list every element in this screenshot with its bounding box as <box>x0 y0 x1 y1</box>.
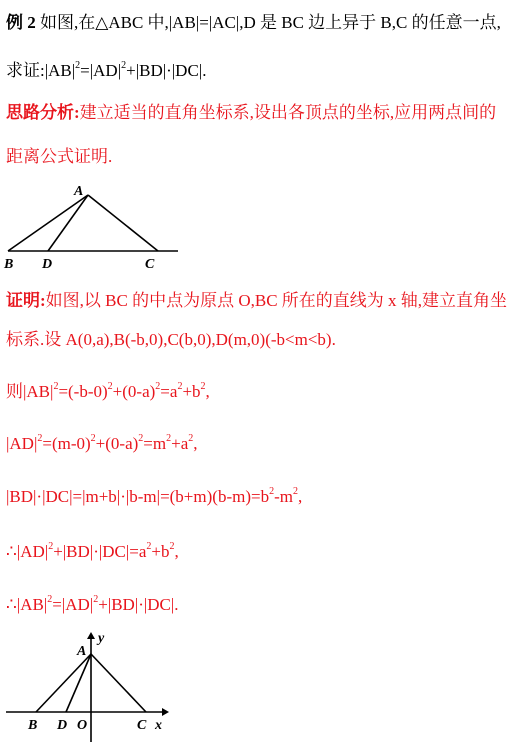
superscript: 2 <box>107 381 113 392</box>
superscript: 2 <box>177 381 183 392</box>
eq1-part: , <box>205 382 210 401</box>
eq1-part: 则|AB| <box>6 382 54 401</box>
triangle-figure <box>0 180 200 272</box>
eq2-part: =m <box>143 434 167 453</box>
label-a: A <box>77 644 87 659</box>
proof-label: 证明: <box>6 291 46 310</box>
eq1-part: +(0-a) <box>112 382 156 401</box>
problem-text-1: 如图,在△ABC 中,|AB|=|AC|,D 是 BC 边上异于 B,C 的任意一点, <box>35 13 501 32</box>
eq4-part: ∴|AD| <box>6 542 49 561</box>
equation-4 <box>6 541 179 566</box>
proof-line-2: 标系.设 A(0,a),B(-b,0),C(b,0),D(m,0)(-b<m<b). <box>6 330 336 349</box>
eq3-part: , <box>297 487 303 506</box>
eq4-part: , <box>174 542 179 561</box>
superscript: 2 <box>75 60 81 71</box>
equation-3 <box>6 486 302 511</box>
eq2-part: =(m-0) <box>42 434 91 453</box>
coordinate-figure <box>0 630 200 748</box>
superscript: 2 <box>90 433 96 444</box>
superscript: 2 <box>48 541 54 552</box>
label-y: y <box>98 631 105 646</box>
eq5-part: =|AD| <box>52 595 94 614</box>
eq4-part: +b <box>151 542 170 561</box>
segment-ac <box>88 195 158 251</box>
analysis-text-1: 建立适当的直角坐标系,设出各顶点的坐标,应用两点间的 <box>79 103 497 122</box>
segment-ad <box>66 654 91 712</box>
problem-text-2b: =|AD| <box>80 61 122 80</box>
segment-ab <box>8 195 88 251</box>
eq1-part: +b <box>182 382 201 401</box>
problem-label: 例 2 <box>6 13 36 32</box>
superscript: 2 <box>166 433 172 444</box>
superscript: 2 <box>146 541 152 552</box>
problem-text-2a: 求证:|AB| <box>6 61 76 80</box>
segment-ac <box>91 654 146 712</box>
problem-line-1 <box>6 12 501 34</box>
proof-text-1: 如图,以 BC 的中点为原点 O,BC 所在的直线为 x 轴,建立直角坐 <box>45 291 508 310</box>
superscript: 2 <box>121 60 127 71</box>
analysis-label: 思路分析: <box>6 103 80 122</box>
equation-2 <box>6 433 198 458</box>
analysis-line-1 <box>6 102 496 124</box>
segment-ad <box>48 195 88 251</box>
label-d: D <box>42 257 53 272</box>
x-axis-arrow-icon <box>162 708 169 716</box>
label-x: x <box>155 718 162 733</box>
superscript: 2 <box>37 433 43 444</box>
superscript: 2 <box>200 381 206 392</box>
superscript: 2 <box>155 381 161 392</box>
superscript: 2 <box>269 486 275 497</box>
analysis-line-2: 距离公式证明. <box>6 147 113 166</box>
eq1-part: =a <box>160 382 178 401</box>
eq5-part: ∴|AB| <box>6 595 48 614</box>
eq2-part: |AD| <box>6 434 38 453</box>
eq1-part: =(-b-0) <box>58 382 108 401</box>
superscript: 2 <box>53 381 59 392</box>
label-d: D <box>57 718 68 733</box>
proof-line-1 <box>6 290 507 312</box>
equation-1 <box>6 381 210 406</box>
eq2-part: +a <box>171 434 189 453</box>
superscript: 2 <box>188 433 194 444</box>
label-c: C <box>145 257 155 272</box>
label-b: B <box>4 257 14 272</box>
superscript: 2 <box>47 594 53 605</box>
superscript: 2 <box>292 486 298 497</box>
eq4-part: +|BD|·|DC|=a <box>53 542 147 561</box>
superscript: 2 <box>93 594 99 605</box>
superscript: 2 <box>169 541 175 552</box>
problem-line-2 <box>6 60 206 85</box>
label-a: A <box>74 184 84 199</box>
eq3-part: |BD|·|DC|=|m+b|·|b-m|=(b+m)(b-m)=b <box>6 487 270 506</box>
label-o: O <box>77 718 88 733</box>
label-b: B <box>28 718 38 733</box>
problem-text-2c: +|BD|·|DC|. <box>126 61 207 80</box>
eq3-part: -m <box>274 487 293 506</box>
y-axis-arrow-icon <box>87 632 95 639</box>
label-c: C <box>137 718 147 733</box>
segment-ab <box>36 654 91 712</box>
eq2-part: +(0-a) <box>95 434 139 453</box>
superscript: 2 <box>138 433 144 444</box>
eq5-part: +|BD|·|DC|. <box>98 595 179 614</box>
eq2-part: , <box>193 434 198 453</box>
equation-5 <box>6 594 179 619</box>
